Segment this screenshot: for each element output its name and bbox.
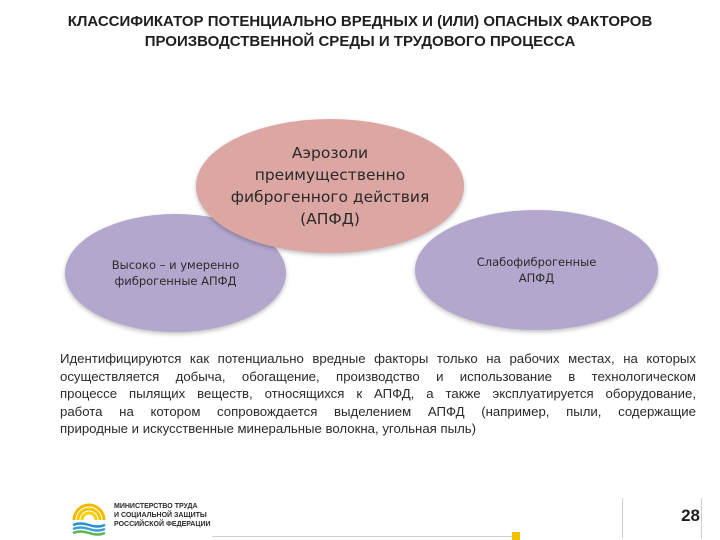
left-ellipse-label-line: Высоко – и умеренно [111, 258, 240, 272]
right-ellipse-label-line: АПФД [518, 271, 555, 285]
ministry-logo-text [114, 502, 234, 529]
left-ellipse-label-line: фиброгенные АПФД [114, 274, 237, 288]
description-line: работа на котором сопровождается выделением АПФД (например, пыли, содержащие [60, 403, 696, 419]
logo-text-line: МИНИСТЕРСТВО ТРУДА [114, 503, 198, 510]
description-paragraph [60, 350, 696, 438]
page-number: 28 [681, 506, 700, 525]
description-line: процессе пылящих веществ, относящихся к АПФД, а также эксплуатируется оборудование, [60, 386, 696, 401]
ministry-logo [70, 498, 210, 538]
slide-title [20, 12, 700, 52]
top-ellipse-label-line: (АПФД) [300, 210, 360, 228]
logo-text-line: И СОЦИАЛЬНОЙ ЗАЩИТЫ [114, 512, 207, 519]
top-ellipse-label-line: преимущественно [254, 166, 406, 184]
slide-title-line-1: КЛАССИФИКАТОР ПОТЕНЦИАЛЬНО ВРЕДНЫХ И (ИЛИ) ОПАСНЫХ ФАКТОРОВ [67, 13, 653, 30]
description-line: Идентифицируются как потенциально вредные факторы только на рабочих местах, на которых [60, 351, 696, 366]
right-ellipse-weakly-fibrogenic [415, 210, 658, 330]
top-ellipse-label-line: фиброгенного действия [230, 188, 430, 206]
top-ellipse-label-line: Аэрозоли [291, 144, 369, 162]
description-line: осуществляется добыча, обогащение, производство и использование в технологическом [60, 368, 696, 384]
footer-divider [212, 536, 512, 537]
ministry-emblem-icon [70, 498, 108, 536]
logo-text-line: РОССИЙСКОЙ ФЕДЕРАЦИИ [114, 521, 211, 528]
top-ellipse-apfd [196, 119, 464, 253]
description-line: природные и искусственные минеральные волокна, угольная пыль) [60, 421, 477, 436]
footer-accent-square [512, 532, 520, 540]
slide-title-line-2: ПРОИЗВОДСТВЕННОЙ СРЕДЫ И ТРУДОВОГО ПРОЦЕССА [144, 33, 576, 50]
right-ellipse-label-line: Слабофиброгенные [476, 255, 597, 269]
